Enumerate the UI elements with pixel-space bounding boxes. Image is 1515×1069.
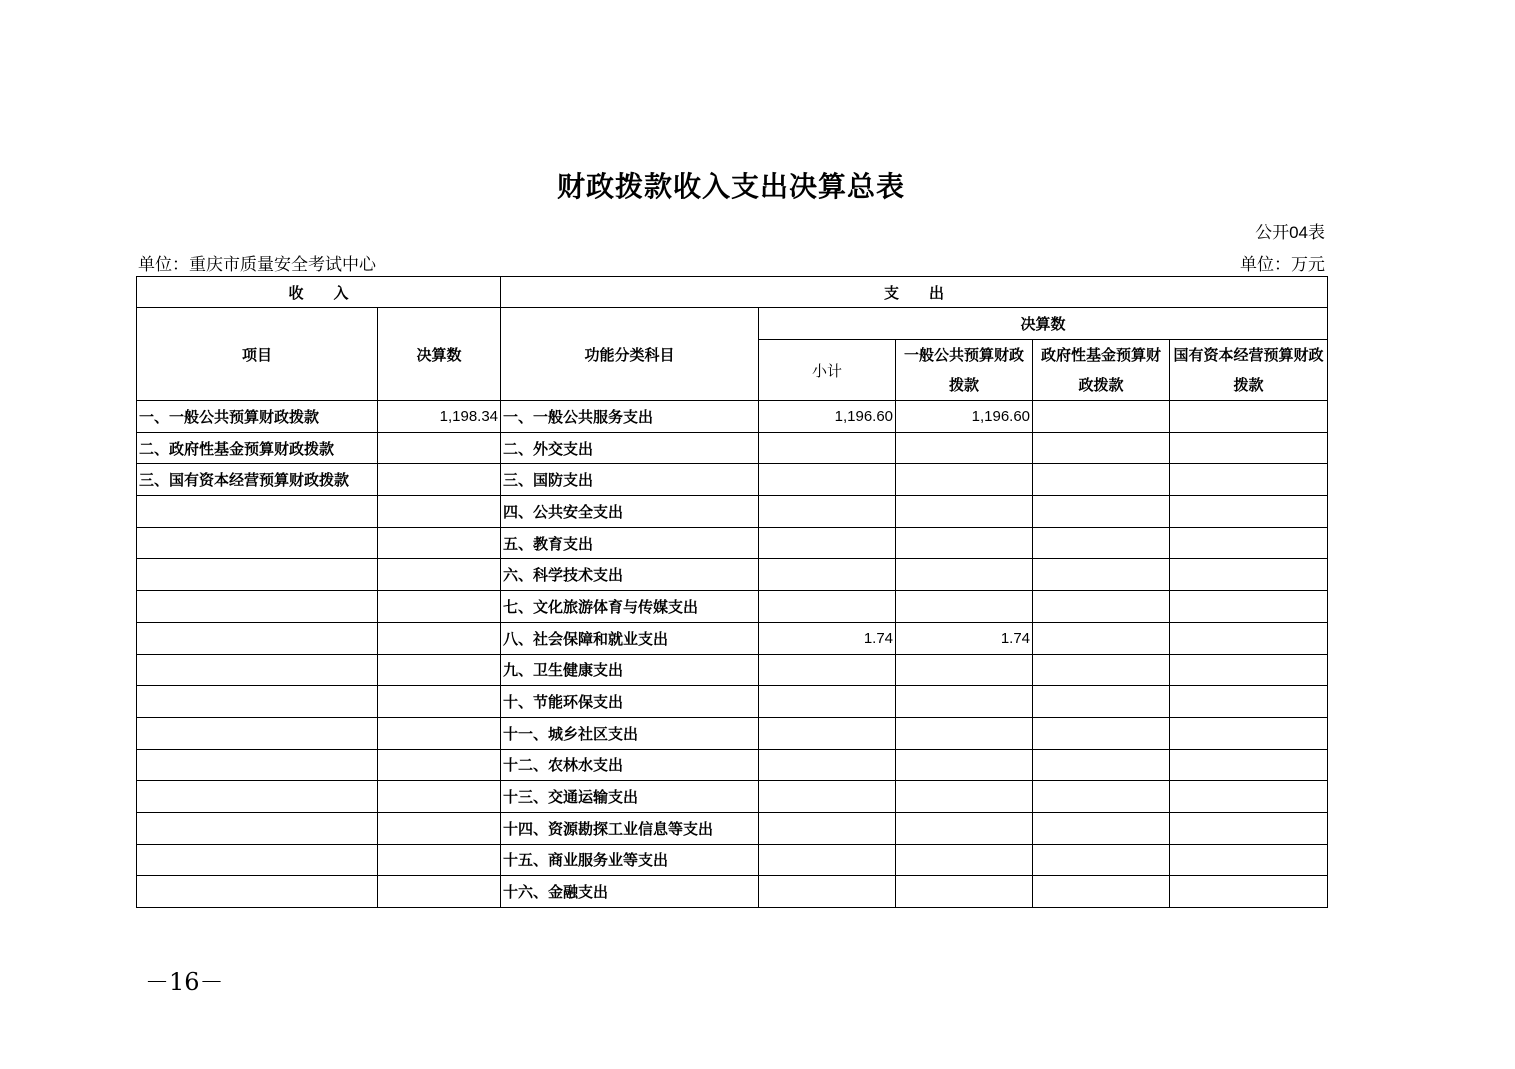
expense-item-cell: 四、公共安全支出 bbox=[501, 496, 759, 528]
item-header: 项目 bbox=[137, 308, 378, 401]
income-item-cell bbox=[137, 749, 378, 781]
gov-fund-cell bbox=[1033, 464, 1170, 496]
table-row bbox=[137, 432, 1328, 464]
expense-item-cell: 九、卫生健康支出 bbox=[501, 654, 759, 686]
subtotal-cell bbox=[759, 591, 896, 623]
income-item-cell bbox=[137, 717, 378, 749]
expense-item-cell: 二、外交支出 bbox=[501, 432, 759, 464]
income-item-cell bbox=[137, 844, 378, 876]
table-row bbox=[137, 717, 1328, 749]
gov-fund-cell bbox=[1033, 559, 1170, 591]
gov-fund-cell bbox=[1033, 496, 1170, 528]
state-capital-cell bbox=[1170, 464, 1328, 496]
subtotal-cell bbox=[759, 654, 896, 686]
subtotal-cell: 1.74 bbox=[759, 622, 896, 654]
gov-fund-cell bbox=[1033, 654, 1170, 686]
general-budget-cell bbox=[896, 686, 1033, 718]
income-item-cell bbox=[137, 559, 378, 591]
state-capital-cell bbox=[1170, 622, 1328, 654]
expense-item-cell: 三、国防支出 bbox=[501, 464, 759, 496]
expense-item-cell: 十一、城乡社区支出 bbox=[501, 717, 759, 749]
income-item-cell bbox=[137, 812, 378, 844]
table-row bbox=[137, 591, 1328, 623]
general-budget-cell: 1,196.60 bbox=[896, 401, 1033, 433]
income-amount-cell bbox=[378, 876, 501, 908]
expense-item-cell: 十五、商业服务业等支出 bbox=[501, 844, 759, 876]
expense-item-cell: 十六、金融支出 bbox=[501, 876, 759, 908]
gov-fund-cell bbox=[1033, 401, 1170, 433]
gov-fund-header: 政府性基金预算财政拨款 bbox=[1033, 340, 1170, 401]
expense-item-cell: 十二、农林水支出 bbox=[501, 749, 759, 781]
general-budget-cell bbox=[896, 749, 1033, 781]
table-row bbox=[137, 654, 1328, 686]
expense-item-cell: 十三、交通运输支出 bbox=[501, 781, 759, 813]
income-header: 收 入 bbox=[137, 277, 501, 308]
general-budget-cell: 1.74 bbox=[896, 622, 1033, 654]
amount-header: 决算数 bbox=[378, 308, 501, 401]
income-amount-cell bbox=[378, 686, 501, 718]
gov-fund-cell bbox=[1033, 781, 1170, 813]
general-budget-cell bbox=[896, 812, 1033, 844]
state-capital-cell bbox=[1170, 876, 1328, 908]
subtotal-cell bbox=[759, 844, 896, 876]
expense-item-cell: 八、社会保障和就业支出 bbox=[501, 622, 759, 654]
expense-item-cell: 六、科学技术支出 bbox=[501, 559, 759, 591]
subtotal-cell bbox=[759, 496, 896, 528]
table-row bbox=[137, 622, 1328, 654]
final-amount-header: 决算数 bbox=[759, 308, 1328, 340]
unit-organization: 单位：重庆市质量安全考试中心 bbox=[138, 255, 376, 275]
gov-fund-cell bbox=[1033, 876, 1170, 908]
gov-fund-cell bbox=[1033, 812, 1170, 844]
gov-fund-cell bbox=[1033, 749, 1170, 781]
state-capital-cell bbox=[1170, 686, 1328, 718]
subtotal-cell bbox=[759, 781, 896, 813]
state-capital-cell bbox=[1170, 496, 1328, 528]
income-item-cell bbox=[137, 654, 378, 686]
gov-fund-cell bbox=[1033, 717, 1170, 749]
income-amount-cell bbox=[378, 527, 501, 559]
general-budget-cell bbox=[896, 432, 1033, 464]
income-amount-cell bbox=[378, 781, 501, 813]
income-item-cell: 一、一般公共预算财政拨款 bbox=[137, 401, 378, 433]
income-item-cell bbox=[137, 622, 378, 654]
expense-item-cell: 五、教育支出 bbox=[501, 527, 759, 559]
general-budget-cell bbox=[896, 654, 1033, 686]
income-amount-cell bbox=[378, 432, 501, 464]
state-capital-cell bbox=[1170, 401, 1328, 433]
header-row-1 bbox=[137, 277, 1328, 308]
table-row bbox=[137, 686, 1328, 718]
table-row bbox=[137, 464, 1328, 496]
income-amount-cell bbox=[378, 749, 501, 781]
header-row-2 bbox=[137, 308, 1328, 340]
subtotal-cell bbox=[759, 717, 896, 749]
general-budget-cell bbox=[896, 781, 1033, 813]
income-amount-cell bbox=[378, 812, 501, 844]
income-item-cell bbox=[137, 686, 378, 718]
expense-item-cell: 十四、资源勘探工业信息等支出 bbox=[501, 812, 759, 844]
state-capital-cell bbox=[1170, 749, 1328, 781]
general-budget-cell bbox=[896, 496, 1033, 528]
gov-fund-cell bbox=[1033, 686, 1170, 718]
income-item-cell bbox=[137, 591, 378, 623]
form-number-suffix: 表 bbox=[1308, 223, 1325, 243]
general-budget-cell bbox=[896, 844, 1033, 876]
subtotal-cell bbox=[759, 812, 896, 844]
expense-item-cell: 七、文化旅游体育与传媒支出 bbox=[501, 591, 759, 623]
expense-header: 支 出 bbox=[501, 277, 1328, 308]
income-amount-cell bbox=[378, 464, 501, 496]
subtotal-header: 小计 bbox=[759, 340, 896, 401]
general-budget-cell bbox=[896, 591, 1033, 623]
table-row bbox=[137, 876, 1328, 908]
table-row bbox=[137, 781, 1328, 813]
state-capital-cell bbox=[1170, 844, 1328, 876]
subtotal-cell bbox=[759, 749, 896, 781]
subtotal-cell bbox=[759, 432, 896, 464]
general-budget-cell bbox=[896, 717, 1033, 749]
state-capital-cell bbox=[1170, 591, 1328, 623]
state-capital-cell bbox=[1170, 812, 1328, 844]
state-capital-cell bbox=[1170, 432, 1328, 464]
state-capital-cell bbox=[1170, 559, 1328, 591]
income-amount-cell bbox=[378, 496, 501, 528]
expense-item-cell: 一、一般公共服务支出 bbox=[501, 401, 759, 433]
form-number-value: 04 bbox=[1289, 223, 1308, 242]
income-amount-cell: 1,198.34 bbox=[378, 401, 501, 433]
state-capital-cell bbox=[1170, 527, 1328, 559]
gov-fund-cell bbox=[1033, 591, 1170, 623]
income-item-cell bbox=[137, 496, 378, 528]
income-amount-cell bbox=[378, 559, 501, 591]
unit-currency: 单位：万元 bbox=[1240, 255, 1325, 275]
subtotal-cell bbox=[759, 686, 896, 718]
general-budget-cell bbox=[896, 527, 1033, 559]
income-item-cell: 二、政府性基金预算财政拨款 bbox=[137, 432, 378, 464]
page-title: 财政拨款收入支出决算总表 bbox=[556, 170, 905, 203]
table-row bbox=[137, 559, 1328, 591]
income-amount-cell bbox=[378, 654, 501, 686]
general-budget-header: 一般公共预算财政拨款 bbox=[896, 340, 1033, 401]
table-row bbox=[137, 844, 1328, 876]
subtotal-cell bbox=[759, 559, 896, 591]
function-class-header: 功能分类科目 bbox=[501, 308, 759, 401]
gov-fund-cell bbox=[1033, 622, 1170, 654]
subtotal-cell bbox=[759, 527, 896, 559]
form-number-prefix: 公开 bbox=[1255, 223, 1290, 243]
income-item-cell bbox=[137, 781, 378, 813]
gov-fund-cell bbox=[1033, 844, 1170, 876]
gov-fund-cell bbox=[1033, 527, 1170, 559]
income-amount-cell bbox=[378, 622, 501, 654]
income-amount-cell bbox=[378, 591, 501, 623]
subtotal-cell bbox=[759, 464, 896, 496]
subtotal-cell bbox=[759, 876, 896, 908]
income-item-cell bbox=[137, 876, 378, 908]
table-row bbox=[137, 401, 1328, 433]
general-budget-cell bbox=[896, 876, 1033, 908]
state-capital-cell bbox=[1170, 781, 1328, 813]
table-row bbox=[137, 812, 1328, 844]
income-amount-cell bbox=[378, 844, 501, 876]
general-budget-cell bbox=[896, 559, 1033, 591]
fiscal-appropriation-table bbox=[136, 276, 1328, 908]
state-capital-cell bbox=[1170, 654, 1328, 686]
state-capital-cell bbox=[1170, 717, 1328, 749]
subtotal-cell: 1,196.60 bbox=[759, 401, 896, 433]
state-capital-header: 国有资本经营预算财政拨款 bbox=[1170, 340, 1328, 401]
income-item-cell bbox=[137, 527, 378, 559]
income-amount-cell bbox=[378, 717, 501, 749]
form-number bbox=[1255, 218, 1325, 243]
general-budget-cell bbox=[896, 464, 1033, 496]
income-item-cell: 三、国有资本经营预算财政拨款 bbox=[137, 464, 378, 496]
gov-fund-cell bbox=[1033, 432, 1170, 464]
expense-item-cell: 十、节能环保支出 bbox=[501, 686, 759, 718]
table-row bbox=[137, 749, 1328, 781]
page-number: －16－ bbox=[145, 968, 224, 996]
table-row bbox=[137, 527, 1328, 559]
table-row bbox=[137, 496, 1328, 528]
